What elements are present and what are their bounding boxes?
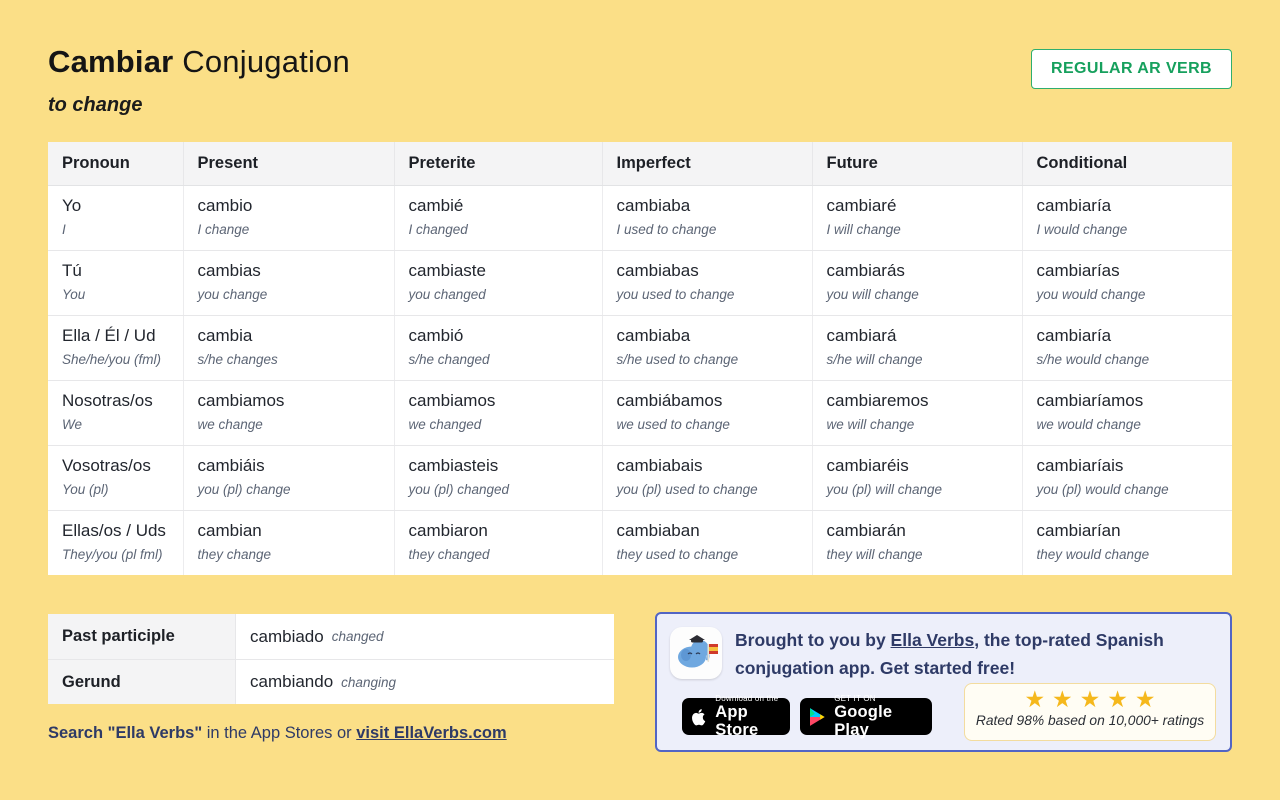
participle-gerund-table [48,614,614,704]
conjugation-table [48,142,1232,575]
verb-translation: I would change [1036,221,1128,237]
verb-translation: they used to change [616,546,739,562]
column-header-pronoun: Pronoun [48,142,183,185]
conjugated-verb: cambiabas [616,260,699,280]
column-header-conditional: Conditional [1022,142,1232,185]
conjugation-cell [1022,380,1232,445]
table-row [48,315,1232,380]
past-participle-label: Past participle [48,614,236,659]
verb-translation: we will change [826,416,915,432]
ella-verbs-promo-box [655,612,1232,752]
verb-translation: I will change [826,221,901,237]
conjugated-verb: cambiaréis [826,455,909,475]
pronoun: Yo [62,195,82,215]
conjugated-verb: cambiaba [616,325,691,345]
verb-translation: s/he will change [826,351,923,367]
verb-translation: we used to change [616,416,730,432]
conjugation-cell [602,510,812,575]
pronoun-cell [48,185,183,250]
pronoun: Vosotras/os [62,455,151,475]
conjugated-verb: cambiamos [408,390,496,410]
verb-translation: s/he changes [197,351,278,367]
conjugated-verb: cambiarías [1036,260,1120,280]
conjugated-verb: cambió [408,325,464,345]
google-play-badge-text [834,694,922,739]
page-title [48,44,350,80]
conjugation-cell [183,185,394,250]
past-participle-value [236,614,614,659]
verb-translation: you (pl) would change [1036,481,1169,497]
footer-search-text: Search "Ella Verbs" [48,724,203,742]
gerund-label: Gerund [48,660,236,704]
ella-verbs-link[interactable]: Ella Verbs [890,630,975,650]
conjugation-cell [602,380,812,445]
pronoun-cell [48,510,183,575]
verb-translation: they would change [1036,546,1150,562]
verb-translation: they will change [826,546,923,562]
conjugated-verb: cambiabais [616,455,703,475]
conjugated-verb: cambia [197,325,253,345]
conjugated-verb: cambiasteis [408,455,499,475]
title-block [48,44,350,117]
pronoun: Ellas/os / Uds [62,520,166,540]
app-store-tagline: Download on the [715,694,779,703]
table-header-row [48,142,1232,185]
google-play-badge[interactable] [800,694,932,739]
conjugation-cell [812,445,1022,510]
rating-text: Rated 98% based on 10,000+ ratings [975,713,1205,728]
conjugated-verb: cambian [197,520,262,540]
promo-message-prefix: Brought to you by [735,630,891,650]
verb-translation: s/he would change [1036,351,1150,367]
google-play-tagline: GET IT ON [834,694,876,703]
verb-translation: we changed [408,416,482,432]
pronoun: Ella / Él / Ud [62,325,156,345]
verb-translation: they change [197,546,272,562]
conjugated-verb: cambiamos [197,390,285,410]
gerund-verb: cambiando [250,672,334,691]
past-participle-translation: changed [331,629,384,644]
conjugation-cell [183,510,394,575]
pronoun-translation: She/he/you (fml) [62,351,162,367]
conjugation-cell [1022,510,1232,575]
verb-translation: you change [197,286,268,302]
conjugated-verb: cambiarán [826,520,906,540]
verb-translation: you will change [826,286,919,302]
conjugation-cell [1022,250,1232,315]
verb-translation: you (pl) will change [826,481,943,497]
conjugation-cell [812,510,1022,575]
conjugated-verb: cambiaban [616,520,700,540]
conjugated-verb: cambiaste [408,260,486,280]
column-header-present: Present [183,142,394,185]
conjugation-cell [812,380,1022,445]
footer-search-line [48,724,507,743]
conjugation-cell [1022,315,1232,380]
past-participle-verb: cambiado [250,626,324,646]
conjugated-verb: cambiaría [1036,325,1112,345]
conjugation-cell [812,315,1022,380]
conjugated-verb: cambiaremos [826,390,929,410]
gerund-translation: changing [341,674,396,690]
pronoun-translation: I [62,221,66,237]
conjugated-verb: cambiaríamos [1036,390,1144,410]
pronoun-translation: You (pl) [62,481,109,497]
regular-ar-verb-badge[interactable]: REGULAR AR VERB [1031,49,1232,89]
verb-translation: you used to change [616,286,735,302]
conjugation-cell [812,185,1022,250]
conjugation-cell [394,185,602,250]
conjugation-cell [394,510,602,575]
verb-translation: we change [197,416,263,432]
rating-box [964,683,1216,741]
verb-translation: you would change [1036,286,1146,302]
conjugation-cell [1022,445,1232,510]
table-row [48,185,1232,250]
conjugation-cell [183,445,394,510]
conjugated-verb: cambiarían [1036,520,1121,540]
ellaverbs-com-link[interactable]: visit EllaVerbs.com [356,724,507,742]
gerund-row [48,659,614,704]
footer-middle-text: in the App Stores or [202,724,357,742]
app-store-name: App Store [715,703,759,739]
conjugated-verb: cambiarás [826,260,905,280]
pronoun-translation: They/you (pl fml) [62,546,163,562]
pronoun-cell [48,380,183,445]
conjugated-verb: cambiaría [1036,195,1112,215]
elephant-logo-icon [674,631,718,675]
verb-translation: I changed [408,221,468,237]
conjugation-cell [394,250,602,315]
pronoun-translation: You [62,286,86,302]
verb-translation: I change [197,221,250,237]
pronoun: Nosotras/os [62,390,153,410]
conjugation-cell [1022,185,1232,250]
conjugated-verb: cambiáis [197,455,265,475]
pronoun-cell [48,250,183,315]
apple-logo-icon [692,706,707,728]
promo-message-suffix: , the top-rated Spanish conjugation app. Get started free! [735,630,1164,678]
pronoun-cell [48,315,183,380]
column-header-imperfect: Imperfect [602,142,812,185]
gerund-value [236,660,614,704]
pronoun-translation: We [62,416,83,432]
google-play-name: Google Play [834,703,893,739]
conjugation-cell [394,445,602,510]
table-row [48,380,1232,445]
conjugated-verb: cambio [197,195,253,215]
verb-translation: you (pl) changed [408,481,510,497]
conjugated-verb: cambiaba [616,195,691,215]
conjugated-verb: cambias [197,260,261,280]
verb-translation: I used to change [616,221,717,237]
title-suffix: Conjugation [173,44,350,79]
verb-name: Cambiar [48,44,174,79]
conjugation-cell [394,380,602,445]
app-store-badge-text [715,694,780,739]
pronoun-cell [48,445,183,510]
table-row [48,250,1232,315]
conjugated-verb: cambiará [826,325,897,345]
verb-translation: you (pl) change [197,481,291,497]
column-header-future: Future [812,142,1022,185]
conjugation-cell [183,380,394,445]
past-participle-row [48,614,614,659]
conjugation-cell [183,315,394,380]
app-store-badge[interactable] [682,694,790,739]
table-row [48,445,1232,510]
ella-verbs-app-icon [670,627,722,679]
verb-translation: s/he used to change [616,351,739,367]
google-play-icon [810,707,826,727]
conjugation-cell [602,445,812,510]
table-row [48,510,1232,575]
conjugated-verb: cambiaré [826,195,897,215]
conjugation-cell [812,250,1022,315]
conjugation-cell [602,250,812,315]
conjugation-cell [394,315,602,380]
conjugated-verb: cambiaríais [1036,455,1124,475]
promo-message [735,626,1213,682]
column-header-preterite: Preterite [394,142,602,185]
verb-translation: you (pl) used to change [616,481,758,497]
verb-translation: we would change [1036,416,1141,432]
conjugation-cell [602,315,812,380]
conjugation-cell [602,185,812,250]
conjugation-cell [183,250,394,315]
conjugated-verb: cambiábamos [616,390,723,410]
conjugated-verb: cambiaron [408,520,488,540]
verb-translation: you changed [408,286,486,302]
star-rating: ★★★★★ [1024,686,1163,712]
verb-translation-subtitle: to change [48,94,143,116]
verb-translation: s/he changed [408,351,490,367]
conjugated-verb: cambié [408,195,464,215]
verb-translation: they changed [408,546,490,562]
pronoun: Tú [62,260,82,280]
